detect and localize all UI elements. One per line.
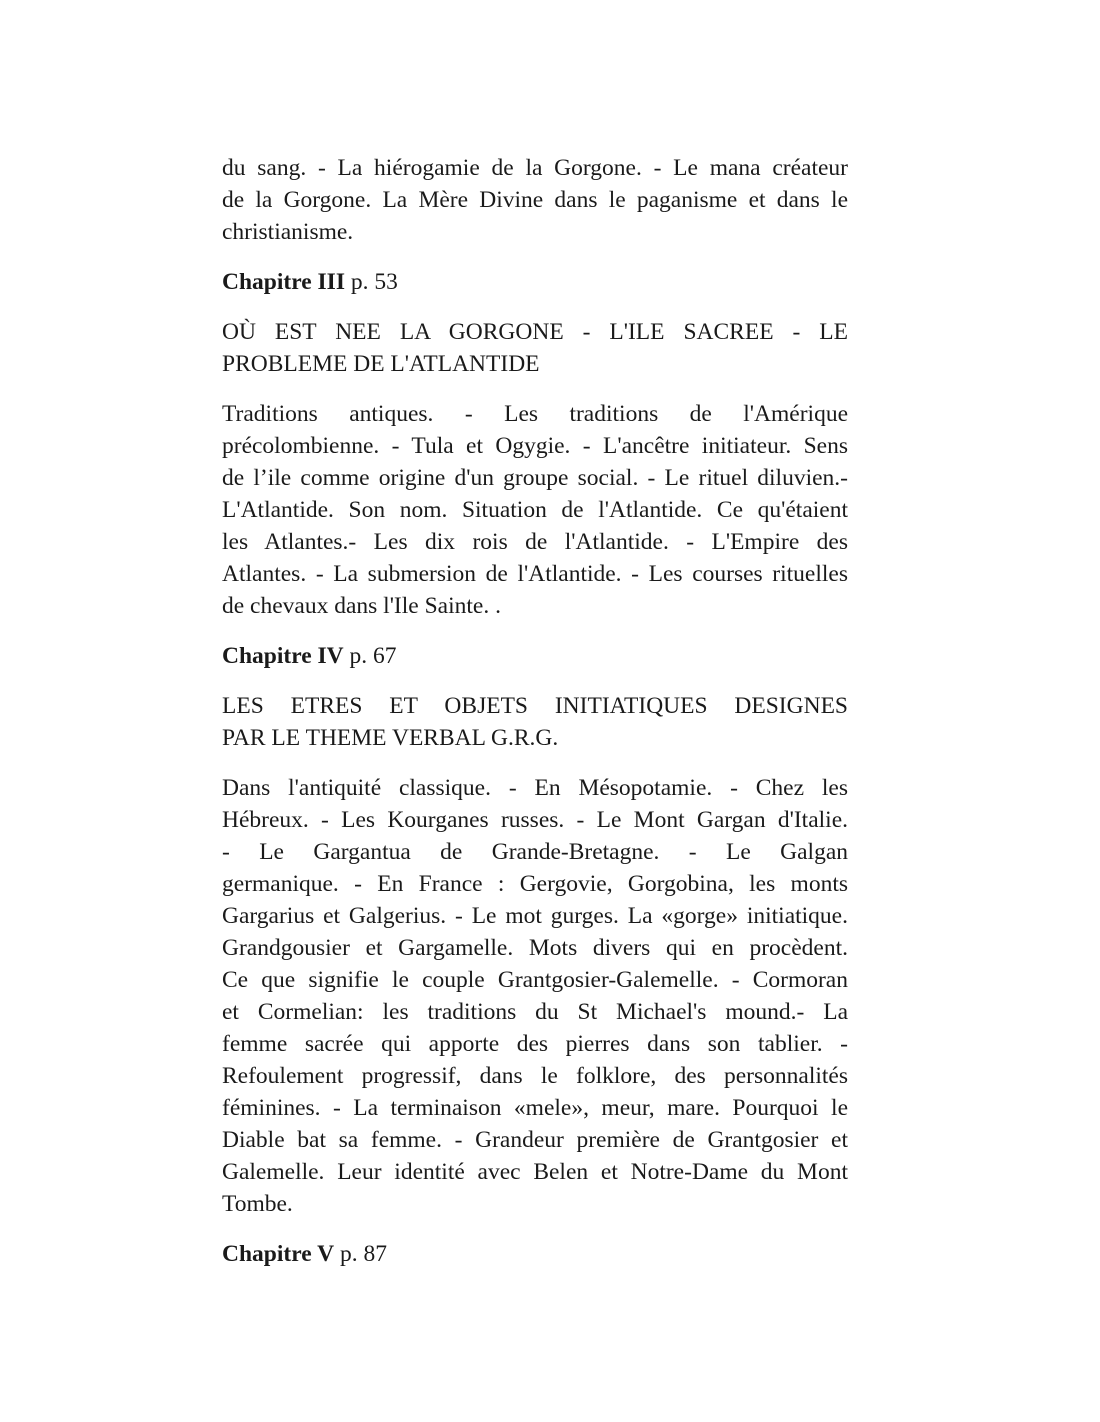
paragraph	[222, 690, 848, 754]
text-line: Grandgousier et Gargamelle. Mots divers qui en procèdent.	[222, 935, 848, 961]
chapter-heading	[222, 640, 848, 672]
paragraph	[222, 316, 848, 380]
text-line: Diable bat sa femme. - Grandeur première de Grantgosier et	[222, 1127, 848, 1153]
text-line: Ce que signifie le couple Grantgosier-Galemelle. - Cormoran	[222, 967, 848, 993]
paragraph	[222, 152, 848, 248]
chapter-page: p. 53	[350, 269, 398, 295]
text-line: Galemelle. Leur identité avec Belen et Notre-Dame du Mont	[222, 1159, 848, 1185]
text-line: christianisme.	[222, 219, 354, 245]
text-line: de la Gorgone. La Mère Divine dans le paganisme et dans le	[222, 187, 848, 213]
text-line: L'Atlantide. Son nom. Situation de l'Atlantide. Ce qu'étaient	[222, 497, 848, 523]
text-line: LES ETRES ET OBJETS INITIATIQUES DESIGNES	[222, 693, 848, 719]
text-line: PAR LE THEME VERBAL G.R.G.	[222, 725, 559, 751]
chapter-line	[222, 1238, 848, 1270]
chapter-page: p. 67	[349, 643, 397, 669]
text-line: précolombienne. - Tula et Ogygie. - L'ancêtre initiateur. Sens	[222, 433, 848, 459]
text-line: de l’ile comme origine d'un groupe social. - Le rituel diluvien.-	[222, 465, 848, 491]
chapter-label: Chapitre V	[222, 1241, 335, 1267]
text-line: du sang. - La hiérogamie de la Gorgone. - Le mana créateur	[222, 155, 848, 181]
text-line: germanique. - En France : Gergovie, Gorgobina, les monts	[222, 871, 848, 897]
text-line: et Cormelian: les traditions du St Michael's mound.- La	[222, 999, 848, 1025]
text-line: PROBLEME DE L'ATLANTIDE	[222, 351, 540, 377]
paragraph	[222, 772, 848, 1220]
text-line: - Le Gargantua de Grande-Bretagne. - Le Galgan	[222, 839, 848, 865]
chapter-label: Chapitre IV	[222, 643, 344, 669]
text-line: femme sacrée qui apporte des pierres dans son tablier. -	[222, 1031, 848, 1057]
text-line: de chevaux dans l'Ile Sainte. .	[222, 593, 501, 619]
chapter-line	[222, 640, 848, 672]
chapter-line	[222, 266, 848, 298]
text-line: Hébreux. - Les Kourganes russes. - Le Mont Gargan d'Italie.	[222, 807, 848, 833]
text-line: Refoulement progressif, dans le folklore, des personnalités	[222, 1063, 848, 1089]
text-line: Dans l'antiquité classique. - En Mésopotamie. - Chez les	[222, 775, 848, 801]
text-line: OÙ EST NEE LA GORGONE - L'ILE SACREE - LE	[222, 319, 848, 345]
text-line: féminines. - La terminaison «mele», meur, mare. Pourquoi le	[222, 1095, 848, 1121]
chapter-heading	[222, 1238, 848, 1270]
text-line: Atlantes. - La submersion de l'Atlantide. - Les courses rituelles	[222, 561, 848, 587]
chapter-page: p. 87	[339, 1241, 387, 1267]
paragraph	[222, 398, 848, 622]
document-page	[222, 152, 848, 1288]
text-line: les Atlantes.- Les dix rois de l'Atlantide. - L'Empire des	[222, 529, 848, 555]
chapter-label: Chapitre III	[222, 269, 345, 295]
text-line: Gargarius et Galgerius. - Le mot gurges. La «gorge» initiatique.	[222, 903, 848, 929]
text-line: Traditions antiques. - Les traditions de l'Amérique	[222, 401, 848, 427]
text-line: Tombe.	[222, 1191, 293, 1217]
chapter-heading	[222, 266, 848, 298]
